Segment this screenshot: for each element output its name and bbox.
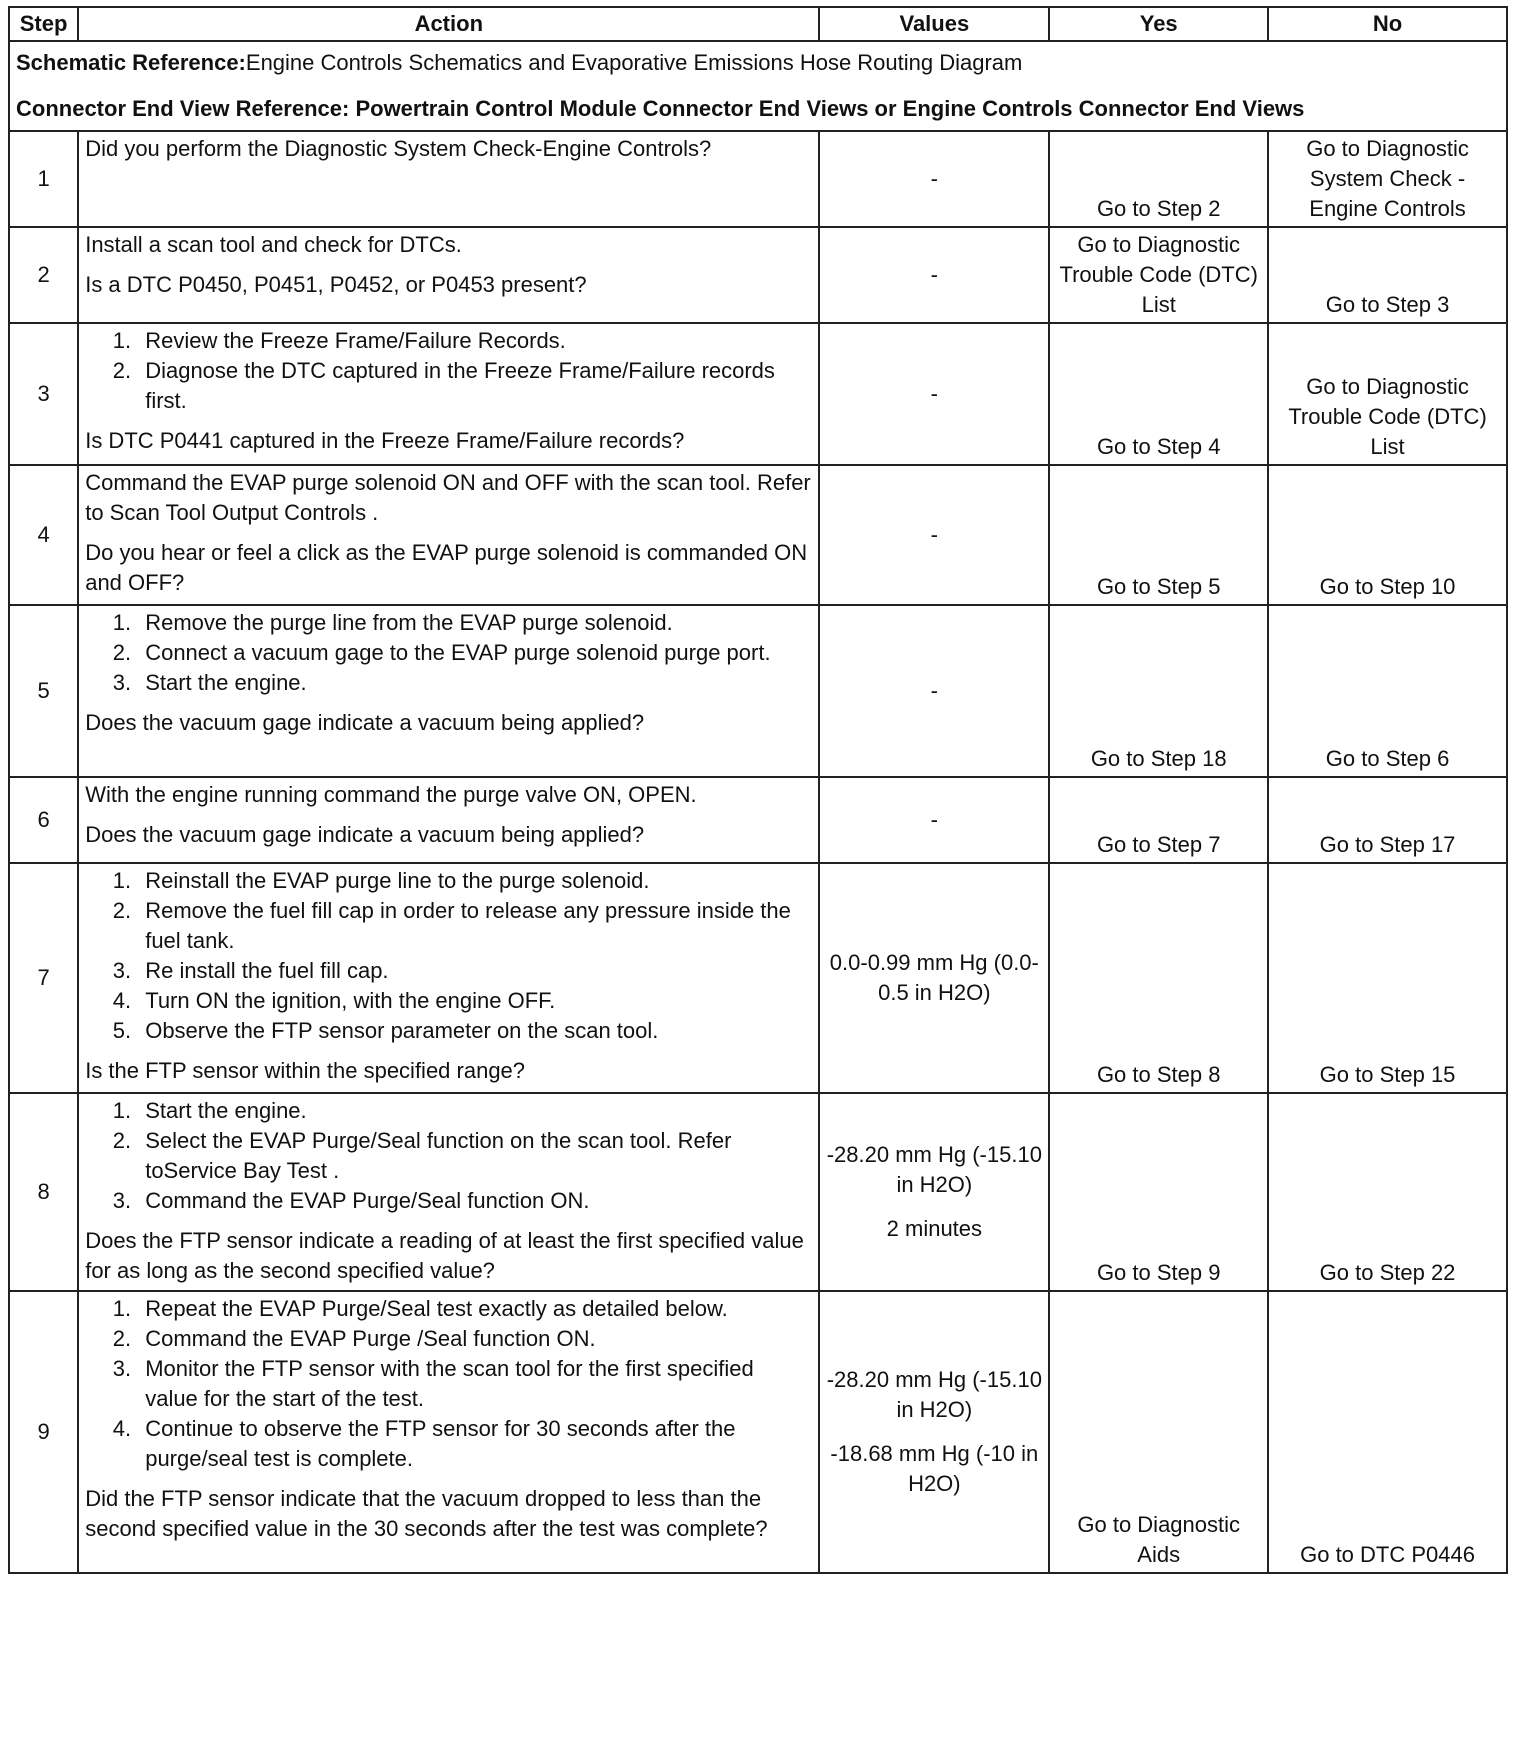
reference-row bbox=[9, 41, 1507, 131]
step-action bbox=[78, 863, 819, 1093]
action-step-item: 1. Remove the purge line from the EVAP purge solenoid. bbox=[137, 608, 812, 638]
step-yes-action: Go to Step 9 bbox=[1049, 1093, 1268, 1291]
value-text: -18.68 mm Hg (-10 in H2O) bbox=[830, 1441, 1039, 1496]
action-question: Do you hear or feel a click as the EVAP purge solenoid is commanded ON and OFF? bbox=[85, 540, 808, 595]
value-text: -28.20 mm Hg (-15.10 in H2O) bbox=[826, 1367, 1042, 1422]
action-step-item: 1. Review the Freeze Frame/Failure Records. bbox=[137, 326, 812, 356]
action-question: Does the FTP sensor indicate a reading of at least the first specified value for as long as the second specified value? bbox=[85, 1228, 804, 1283]
connector-reference bbox=[16, 94, 1500, 124]
step-number: 5 bbox=[9, 605, 78, 777]
value-text: - bbox=[930, 381, 938, 406]
action-step-item: 3. Re install the fuel fill cap. bbox=[137, 956, 812, 986]
header-no: No bbox=[1268, 7, 1507, 41]
step-row bbox=[9, 227, 1507, 323]
action-step-item: 1. Repeat the EVAP Purge/Seal test exactly as detailed below. bbox=[137, 1294, 812, 1324]
step-values bbox=[819, 323, 1049, 465]
action-question: Is DTC P0441 captured in the Freeze Frame/Failure records? bbox=[85, 428, 685, 453]
step-yes-action: Go to Step 5 bbox=[1049, 465, 1268, 605]
step-no-action: Go to Step 15 bbox=[1268, 863, 1507, 1093]
step-row bbox=[9, 1291, 1507, 1573]
header-step: Step bbox=[9, 7, 78, 41]
value-text: -28.20 mm Hg (-15.10 in H2O) bbox=[826, 1142, 1042, 1197]
step-row bbox=[9, 605, 1507, 777]
value-text: 2 minutes bbox=[886, 1216, 983, 1241]
value-text: - bbox=[930, 522, 938, 547]
step-no-action: Go to Step 17 bbox=[1268, 777, 1507, 863]
action-instruction: Install a scan tool and check for DTCs. bbox=[85, 232, 462, 257]
step-no-action: Go to Step 10 bbox=[1268, 465, 1507, 605]
step-action bbox=[78, 1291, 819, 1573]
step-action bbox=[78, 605, 819, 777]
step-values bbox=[819, 605, 1049, 777]
action-question: Is the FTP sensor within the specified range? bbox=[85, 1058, 526, 1083]
action-step-item: 3. Monitor the FTP sensor with the scan tool for the first specified value for the start of the test. bbox=[137, 1354, 812, 1414]
action-question: Does the vacuum gage indicate a vacuum being applied? bbox=[85, 710, 645, 735]
value-text: - bbox=[930, 166, 938, 191]
step-row bbox=[9, 863, 1507, 1093]
action-step-item: 1. Reinstall the EVAP purge line to the purge solenoid. bbox=[137, 866, 812, 896]
step-values bbox=[819, 227, 1049, 323]
step-no-action: Go to Step 6 bbox=[1268, 605, 1507, 777]
action-question: Does the vacuum gage indicate a vacuum being applied? bbox=[85, 822, 645, 847]
schematic-reference-label: Schematic Reference: bbox=[16, 50, 246, 75]
step-action bbox=[78, 777, 819, 863]
action-steps-list bbox=[85, 866, 812, 1046]
step-number: 8 bbox=[9, 1093, 78, 1291]
step-yes-action: Go to Step 18 bbox=[1049, 605, 1268, 777]
action-step-item: 4. Turn ON the ignition, with the engine OFF. bbox=[137, 986, 812, 1016]
step-values bbox=[819, 1291, 1049, 1573]
step-no-action: Go to Diagnostic Trouble Code (DTC) List bbox=[1268, 323, 1507, 465]
action-step-item: 3. Command the EVAP Purge/Seal function ON. bbox=[137, 1186, 812, 1216]
action-steps-list bbox=[85, 1294, 812, 1474]
action-step-item: 2. Command the EVAP Purge /Seal function ON. bbox=[137, 1324, 812, 1354]
step-action bbox=[78, 465, 819, 605]
schematic-reference-text: Engine Controls Schematics and Evaporative Emissions Hose Routing Diagram bbox=[245, 50, 1023, 75]
header-action: Action bbox=[78, 7, 819, 41]
step-row bbox=[9, 465, 1507, 605]
step-yes-action: Go to Step 7 bbox=[1049, 777, 1268, 863]
value-text: - bbox=[930, 807, 938, 832]
action-instruction: Command the EVAP purge solenoid ON and OFF with the scan tool. Refer to Scan Tool Output Controls . bbox=[85, 470, 811, 525]
diagnostic-table-page bbox=[8, 6, 1508, 1574]
step-number: 4 bbox=[9, 465, 78, 605]
step-yes-action: Go to Diagnostic Aids bbox=[1049, 1291, 1268, 1573]
step-values bbox=[819, 465, 1049, 605]
step-values bbox=[819, 131, 1049, 227]
action-step-item: 2. Remove the fuel fill cap in order to release any pressure inside the fuel tank. bbox=[137, 896, 812, 956]
action-step-item: 2. Connect a vacuum gage to the EVAP purge solenoid purge port. bbox=[137, 638, 812, 668]
step-no-action: Go to Step 22 bbox=[1268, 1093, 1507, 1291]
header-row bbox=[9, 7, 1507, 41]
step-no-action: Go to Diagnostic System Check - Engine Controls bbox=[1268, 131, 1507, 227]
step-row bbox=[9, 323, 1507, 465]
step-number: 6 bbox=[9, 777, 78, 863]
header-values: Values bbox=[819, 7, 1049, 41]
step-number: 7 bbox=[9, 863, 78, 1093]
step-values bbox=[819, 777, 1049, 863]
header-yes: Yes bbox=[1049, 7, 1268, 41]
action-question: Did the FTP sensor indicate that the vacuum dropped to less than the second specified value in the 30 seconds after the test was complete? bbox=[85, 1486, 768, 1541]
step-action bbox=[78, 131, 819, 227]
step-values bbox=[819, 863, 1049, 1093]
step-no-action: Go to DTC P0446 bbox=[1268, 1291, 1507, 1573]
step-row bbox=[9, 1093, 1507, 1291]
step-values bbox=[819, 1093, 1049, 1291]
step-number: 3 bbox=[9, 323, 78, 465]
step-number: 9 bbox=[9, 1291, 78, 1573]
action-question: Is a DTC P0450, P0451, P0452, or P0453 present? bbox=[85, 272, 587, 297]
step-yes-action: Go to Step 4 bbox=[1049, 323, 1268, 465]
step-no-action: Go to Step 3 bbox=[1268, 227, 1507, 323]
step-row bbox=[9, 131, 1507, 227]
schematic-reference bbox=[16, 48, 1500, 78]
action-steps-list bbox=[85, 326, 812, 416]
step-number: 1 bbox=[9, 131, 78, 227]
value-text: 0.0-0.99 mm Hg (0.0-0.5 in H2O) bbox=[829, 950, 1039, 1005]
step-number: 2 bbox=[9, 227, 78, 323]
action-instruction: Did you perform the Diagnostic System Check-Engine Controls? bbox=[85, 136, 712, 161]
step-yes-action: Go to Diagnostic Trouble Code (DTC) List bbox=[1049, 227, 1268, 323]
reference-cell bbox=[9, 41, 1507, 131]
value-text: - bbox=[930, 678, 938, 703]
action-step-item: 4. Continue to observe the FTP sensor for 30 seconds after the purge/seal test is complete. bbox=[137, 1414, 812, 1474]
connector-reference-label: Connector End View Reference: Powertrain Control Module Connector End Views or Engine Controls Connector End Views bbox=[16, 96, 1305, 121]
diagnostic-table bbox=[8, 6, 1508, 1574]
step-yes-action: Go to Step 2 bbox=[1049, 131, 1268, 227]
action-step-item: 5. Observe the FTP sensor parameter on the scan tool. bbox=[137, 1016, 812, 1046]
action-steps-list bbox=[85, 608, 812, 698]
step-yes-action: Go to Step 8 bbox=[1049, 863, 1268, 1093]
action-steps-list bbox=[85, 1096, 812, 1216]
step-action bbox=[78, 1093, 819, 1291]
value-text: - bbox=[930, 262, 938, 287]
step-action bbox=[78, 227, 819, 323]
action-step-item: 2. Select the EVAP Purge/Seal function on the scan tool. Refer toService Bay Test . bbox=[137, 1126, 812, 1186]
action-step-item: 2. Diagnose the DTC captured in the Freeze Frame/Failure records first. bbox=[137, 356, 812, 416]
action-step-item: 1. Start the engine. bbox=[137, 1096, 812, 1126]
action-step-item: 3. Start the engine. bbox=[137, 668, 812, 698]
action-instruction: With the engine running command the purge valve ON, OPEN. bbox=[85, 782, 697, 807]
step-action bbox=[78, 323, 819, 465]
step-row bbox=[9, 777, 1507, 863]
